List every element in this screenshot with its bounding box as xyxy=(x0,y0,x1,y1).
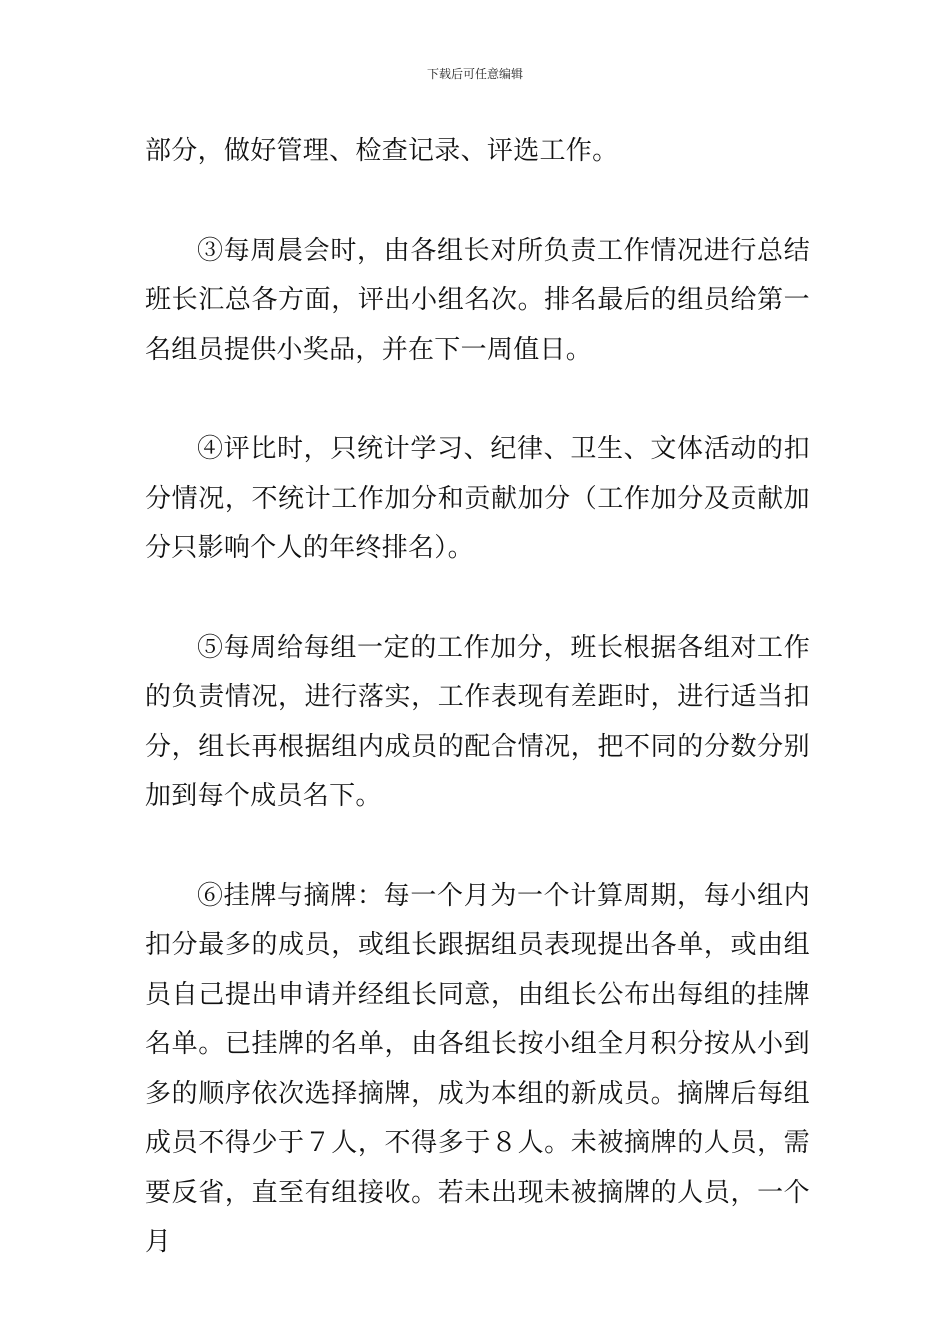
paragraph-item-3: ③每周晨会时，由各组长对所负责工作情况进行总结班长汇总各方面，评出小组名次。排名最后的组员给第一名组员提供小奖品，并在下一周值日。 xyxy=(145,235,810,365)
document-body xyxy=(145,127,810,1268)
page-header: 下载后可任意编辑 xyxy=(426,67,523,81)
paragraph-item-6: ⑥挂牌与摘牌：每一个月为一个计算周期，每小组内扣分最多的成员，或组长跟据组员表现提出各单，或由组员自己提出申请并经组长同意，由组长公布出每组的挂牌名单。已挂牌的名单，由各组长按小组全月积分按从小到多的顺序依次选择摘牌，成为本组的新成员。摘牌后每组成员不得少于７人，不得多于８人。未被摘牌的人员，需要反省，直至有组接收。若未出现未被摘牌的人员，一个月 xyxy=(145,880,810,1257)
paragraph-gap xyxy=(145,375,810,425)
paragraph-gap xyxy=(145,177,810,227)
paragraph-gap xyxy=(145,574,810,624)
paragraph-gap xyxy=(145,822,810,872)
paragraph-continuation: 部分，做好管理、检查记录、评选工作。 xyxy=(145,136,619,166)
paragraph-item-5: ⑤每周给每组一定的工作加分，班长根据各组对工作的负责情况，进行落实，工作表现有差距时，进行适当扣分，组长再根据组内成员的配合情况，把不同的分数分别加到每个成员名下。 xyxy=(145,632,810,811)
paragraph-item-4: ④评比时，只统计学习、纪律、卫生、文体活动的扣分情况，不统计工作加分和贡献加分（工作加分及贡献加分只影响个人的年终排名）。 xyxy=(145,434,810,563)
